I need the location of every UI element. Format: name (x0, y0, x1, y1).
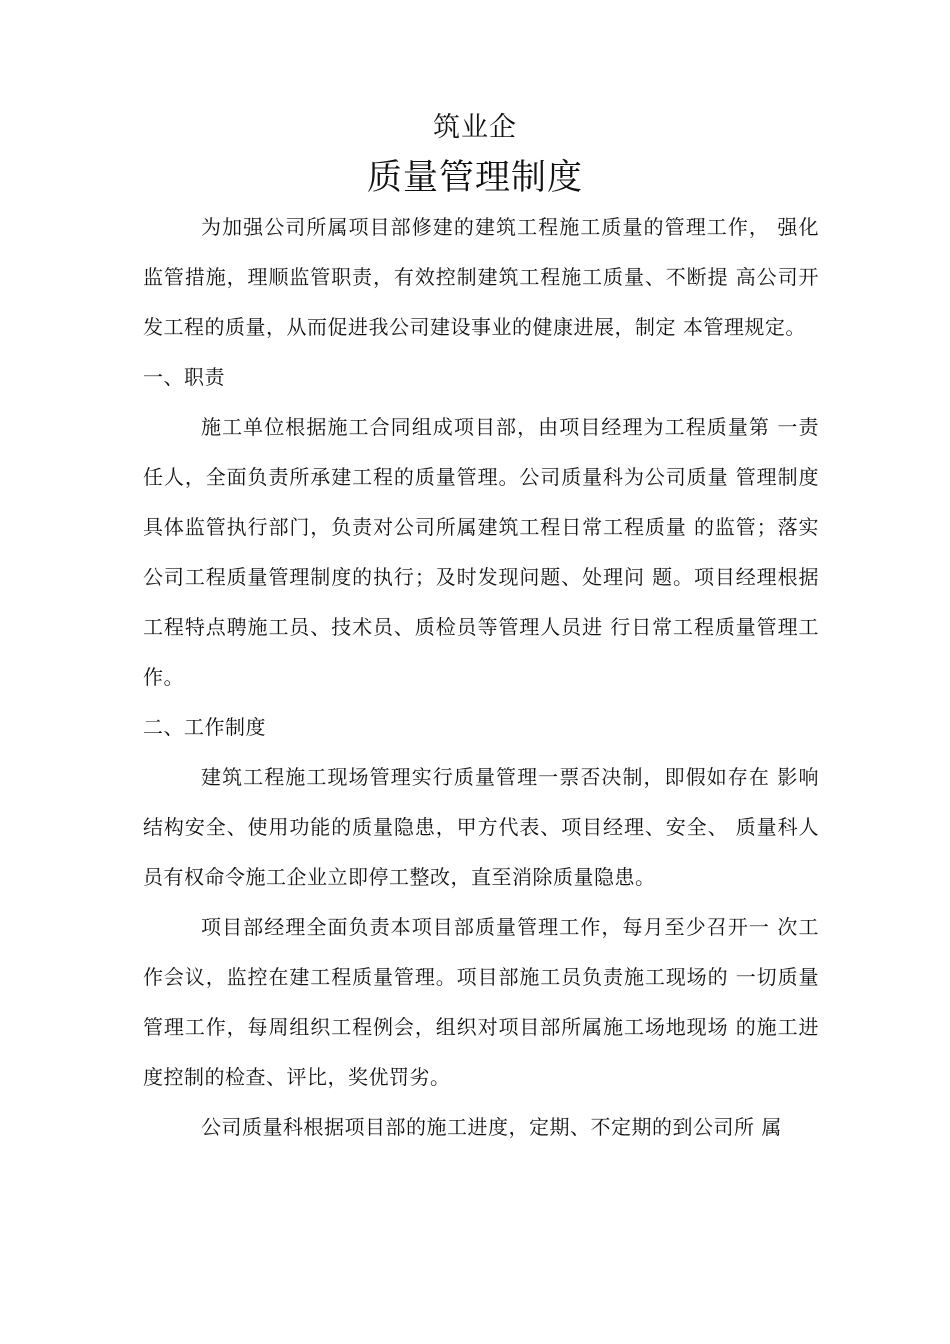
section-paragraph: 建筑工程施工现场管理实行质量管理一票否决制，即假如存在 影响结构安全、使用功能的质量隐患，甲方代表、项目经理、安全、 质量科人员有权命令施工企业立即停工整改，直至消除质量隐患。 (143, 765, 819, 889)
intro-paragraph: 为加强公司所属项目部修建的建筑工程施工质量的管理工作， 强化监管措施，理顺监管职责，有效控制建筑工程施工质量、不断提 高公司开发工程的质量，从而促进我公司建设事业的健康进展，制定 本管理规定。 (143, 215, 819, 339)
section-paragraph: 公司质量科根据项目部的施工进度，定期、不定期的到公司所 属 (201, 1115, 782, 1139)
document-title: 质量管理制度 (366, 158, 583, 198)
document-body (143, 202, 819, 1152)
section-paragraph: 施工单位根据施工合同组成项目部，由项目经理为工程质量第 一责任人，全面负责所承建工程的质量管理。公司质量科为公司质量 管理制度具体监管执行部门，负责对公司所属建筑工程日常工程质量 的监管；落实公司工程质量管理制度的执行；及时发现问题、处理问 题。项目经理根据工程特点聘施工员、技术员、质检员等管理人员进 行日常工程质量管理工作。 (143, 415, 819, 689)
section-heading-work-system: 二、工作制度 (143, 715, 266, 739)
document-supertitle: 筑业企 (433, 112, 517, 143)
section-heading-responsibilities: 一、职责 (143, 365, 225, 389)
section-paragraph: 项目部经理全面负责本项目部质量管理工作，每月至少召开一 次工作会议，监控在建工程质量管理。项目部施工员负责施工现场的 一切质量管理工作，每周组织工程例会，组织对项目部所属施工场地现场 的施工进度控制的检查、评比，奖优罚劣。 (143, 915, 819, 1089)
